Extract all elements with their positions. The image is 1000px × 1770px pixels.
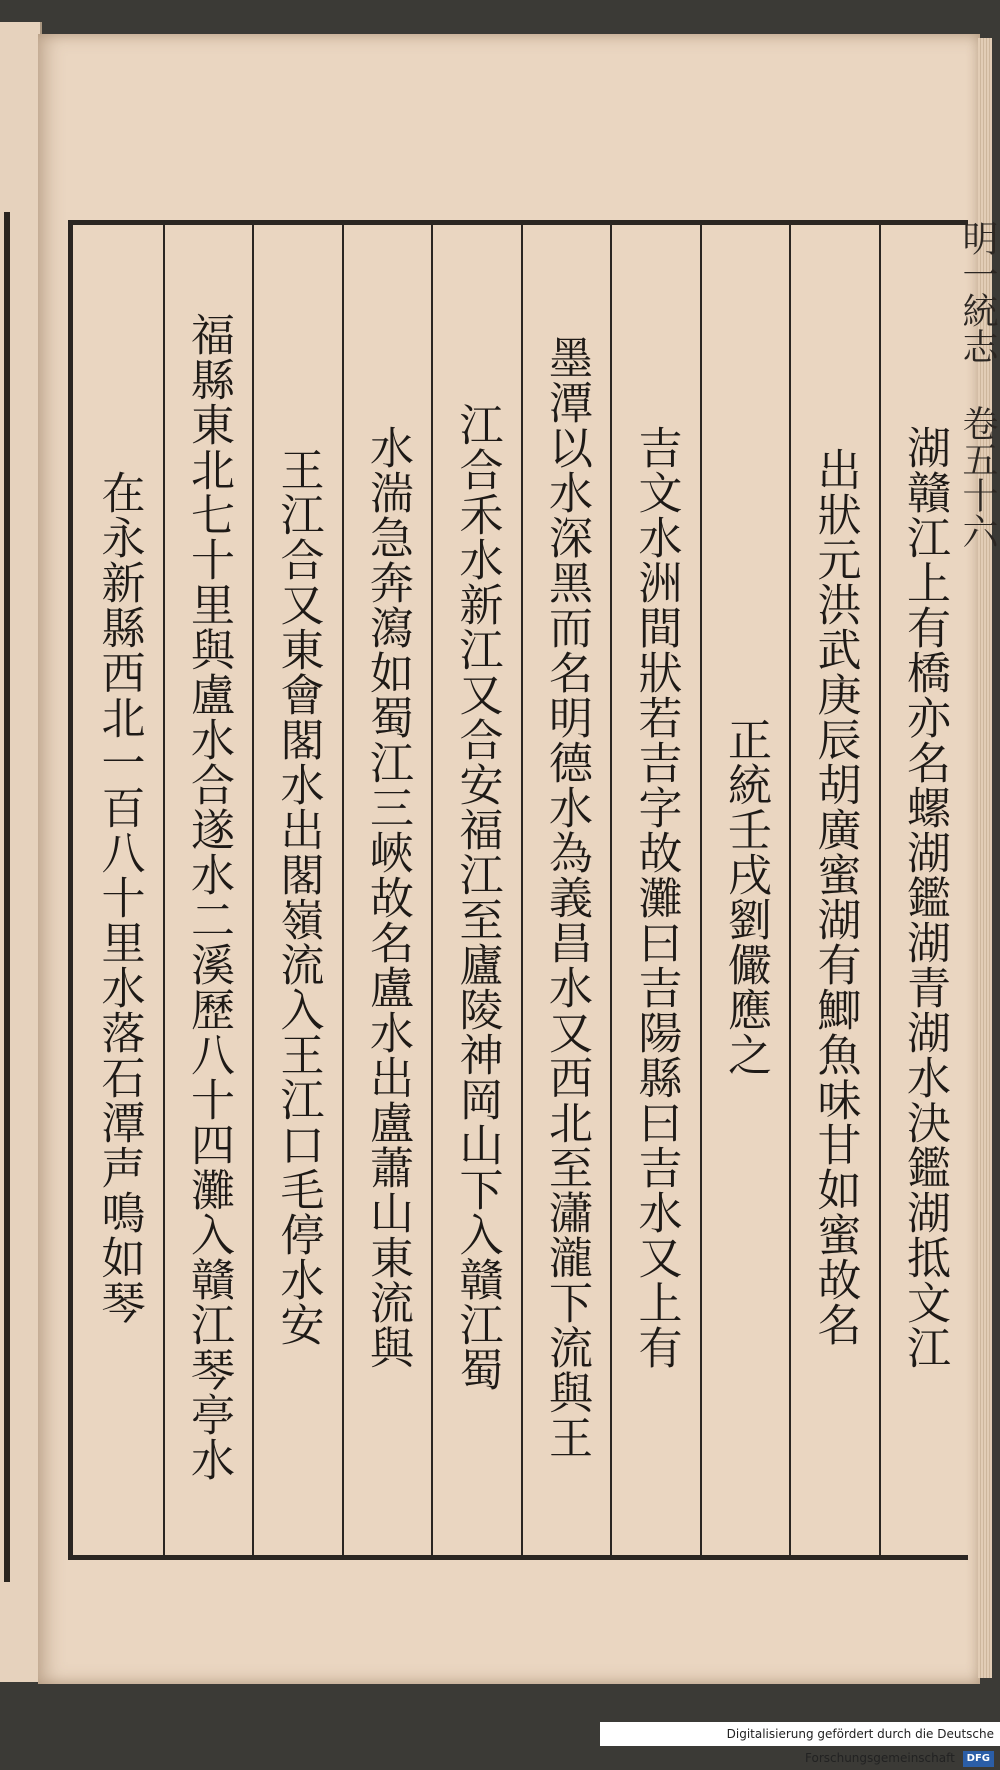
text-column: 在永新縣西北一百八十里水落石潭声鳴如琴	[93, 469, 145, 1325]
text-column: 水湍急奔瀉如蜀江三峽故名盧水出盧蕭山東流與	[342, 225, 432, 1555]
text-column: 正統壬戌劉儼應之	[700, 225, 790, 1555]
credit-text: Digitalisierung gefördert durch die Deutsche Forschungsgemeinschaft	[726, 1727, 994, 1765]
digitization-credit	[600, 1722, 1000, 1765]
text-columns	[73, 225, 968, 1555]
text-column: 出狀元洪武庚辰胡廣蜜湖有鯽魚味甘如蜜故名	[789, 225, 879, 1555]
text-column: 江合禾水新江又合安福江至廬陵神岡山下入贛江蜀	[431, 225, 521, 1555]
running-head: 明一統志 卷五十六	[957, 220, 998, 549]
text-column: 王江合又東會閣水出閣嶺流入王江口毛停水安	[252, 225, 342, 1555]
left-page-edge	[0, 22, 42, 1682]
text-column: 福縣東北七十里與盧水合遂水二溪歷八十四灘入贛江琴亭水	[163, 225, 253, 1555]
left-page-border	[4, 212, 10, 1582]
text-frame	[68, 220, 968, 1560]
text-column: 吉文水洲間狀若吉字故灘曰吉陽縣曰吉水又上有	[610, 225, 700, 1555]
text-column: 墨潭以水深黑而名明德水為義昌水又西北至瀟瀧下流與王	[521, 225, 611, 1555]
dfg-logo: DFG	[963, 1751, 994, 1767]
text-column: 湖贛江上有橋亦名螺湖鑑湖青湖水決鑑湖抵文江	[879, 225, 969, 1555]
